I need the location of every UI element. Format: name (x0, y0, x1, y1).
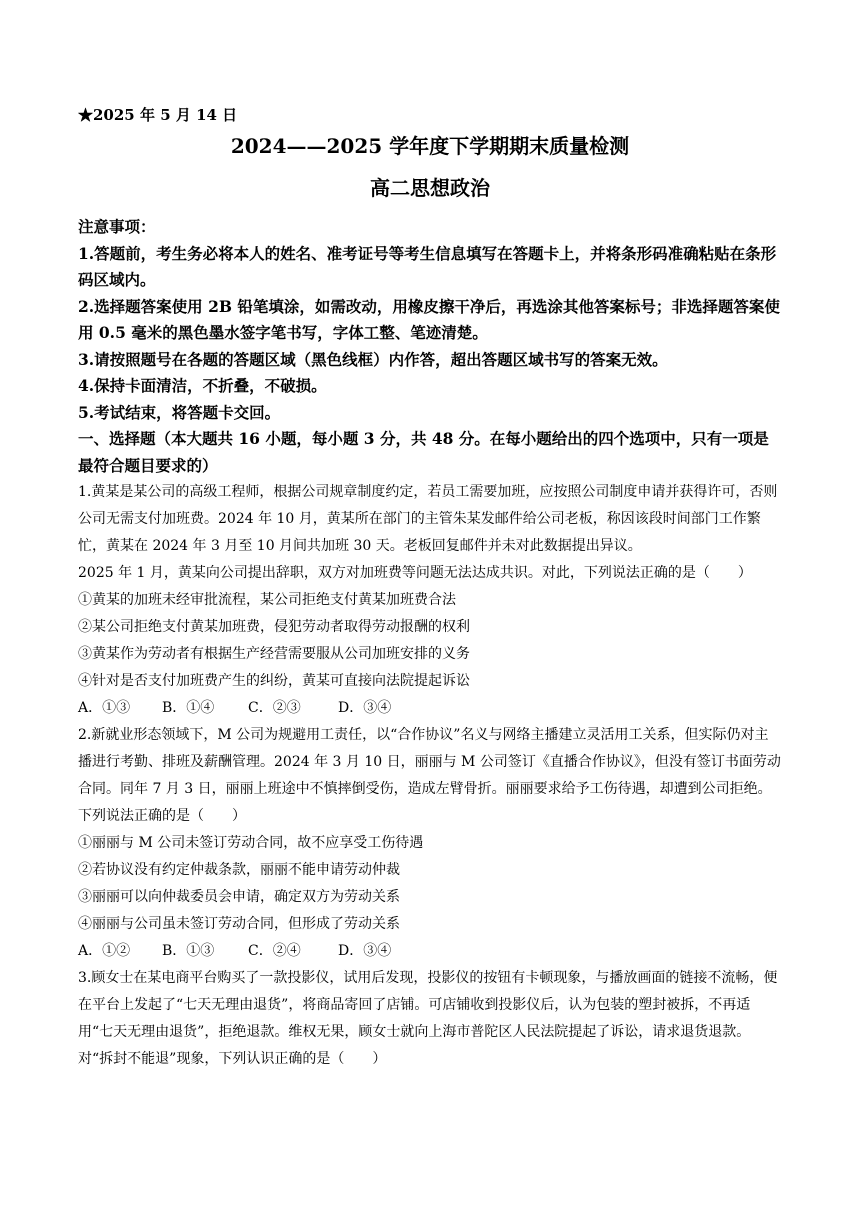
option-b: B．①④ (162, 700, 215, 716)
question-stem: 1.黄某是某公司的高级工程师，根据公司规章制度约定，若员工需要加班，应按照公司制度申请并获得许可，否则公司无需支付加班费。2024 年 10 月，黄某所在部门的主管朱某发邮件给公司老板，称因该段时间部门工作繁忙，黄某在 2024 年 3 月至 10 月间共加班 30 天。老板回复邮件并未对此数据提出异议。 (78, 484, 778, 554)
exam-subject: 高二思想政治 (370, 176, 490, 200)
notice-heading: 注意事项： (78, 217, 156, 236)
question-stem: 2.新就业形态领域下，M 公司为规避用工责任，以“合作协议”名义与网络主播建立灵活用工关系，但实际仍对主播进行考勤、排班及薪酬管理。2024 年 3 月 10 日，丽丽与 M 公司签订《直播合作协议》，但没有签订书面劳动合同。同年 7 月 3 日，丽丽上班途中不慎摔倒受伤，造成左臂骨折。丽丽要求给予工伤待遇，却遭到公司拒绝。下列说法正确的是（ ） (78, 727, 781, 824)
notice-item: 4.保持卡面清洁，不折叠，不破损。 (78, 376, 327, 395)
question-stem: 3.顾女士在某电商平台购买了一款投影仪，试用后发现，投影仪的按钮有卡顿现象，与播放画面的链接不流畅，便在平台上发起了“七天无理由退货”，将商品寄回了店铺。可店铺收到投影仪后，认为包装的塑封被拆，不再适用“七天无理由退货”，拒绝退款。维权无果，顾女士就向上海市普陀区人民法院提起了诉讼，请求退货退款。对“拆封不能退”现象，下列认识正确的是（ ） (78, 970, 778, 1067)
question-2 (78, 722, 782, 965)
statement: ②若协议没有约定仲裁条款，丽丽不能申请劳动仲裁 (78, 862, 400, 878)
option-b: B．①③ (162, 943, 215, 959)
statement: ①丽丽与 M 公司未签订劳动合同，故不应享受工伤待遇 (78, 835, 424, 851)
statement: ④针对是否支付加班费产生的纠纷，黄某可直接向法院提起诉讼 (78, 673, 470, 689)
statement: ③黄某作为劳动者有根据生产经营需要服从公司加班安排的义务 (78, 646, 470, 662)
exam-date: ★2025 年 5 月 14 日 (78, 106, 238, 124)
notice-section (78, 214, 782, 426)
answer-options (78, 695, 782, 722)
option-a: A．①③ (78, 700, 131, 716)
question-stem-continued: 2025 年 1 月，黄某向公司提出辞职，双方对加班费等问题无法达成共识。对此，下列说法正确的是（ ） (78, 565, 752, 581)
notice-item: 3.请按照题号在各题的答题区域（黑色线框）内作答，超出答题区域书写的答案无效。 (78, 349, 668, 369)
notice-item: 1.答题前，考生务必将本人的姓名、准考证号等考生信息填写在答题卡上，并将条形码准确粘贴在条形码区域内。 (78, 243, 777, 289)
exam-title: 2024——2025 学年度下学期期末质量检测 (230, 134, 630, 158)
option-c: C．②③ (248, 700, 301, 716)
option-a: A．①② (78, 943, 131, 959)
exam-page (78, 104, 782, 1073)
statement: ④丽丽与公司虽未签订劳动合同，但形成了劳动关系 (78, 916, 400, 932)
statement: ②某公司拒绝支付黄某加班费，侵犯劳动者取得劳动报酬的权利 (78, 619, 470, 635)
section-heading: 一、选择题（本大题共 16 小题，每小题 3 分，共 48 分。在每小题给出的四个选项中，只有一项是最符合题目要求的） (78, 429, 769, 475)
answer-options (78, 938, 782, 965)
option-d: D．③④ (338, 943, 392, 959)
option-d: D．③④ (338, 700, 392, 716)
question-3 (78, 965, 782, 1073)
question-1 (78, 479, 782, 722)
statement: ①黄某的加班未经审批流程，某公司拒绝支付黄某加班费合法 (78, 592, 456, 608)
notice-item: 5.考试结束，将答题卡交回。 (78, 402, 281, 422)
statement: ③丽丽可以向仲裁委员会申请，确定双方为劳动关系 (78, 889, 400, 905)
notice-item: 2.选择题答案使用 2B 铅笔填涂，如需改动，用橡皮擦干净后，再选涂其他答案标号；非选择题答案使用 0.5 毫米的黑色墨水签字笔书写，字体工整、笔迹清楚。 (78, 296, 780, 342)
option-c: C．②④ (248, 943, 301, 959)
